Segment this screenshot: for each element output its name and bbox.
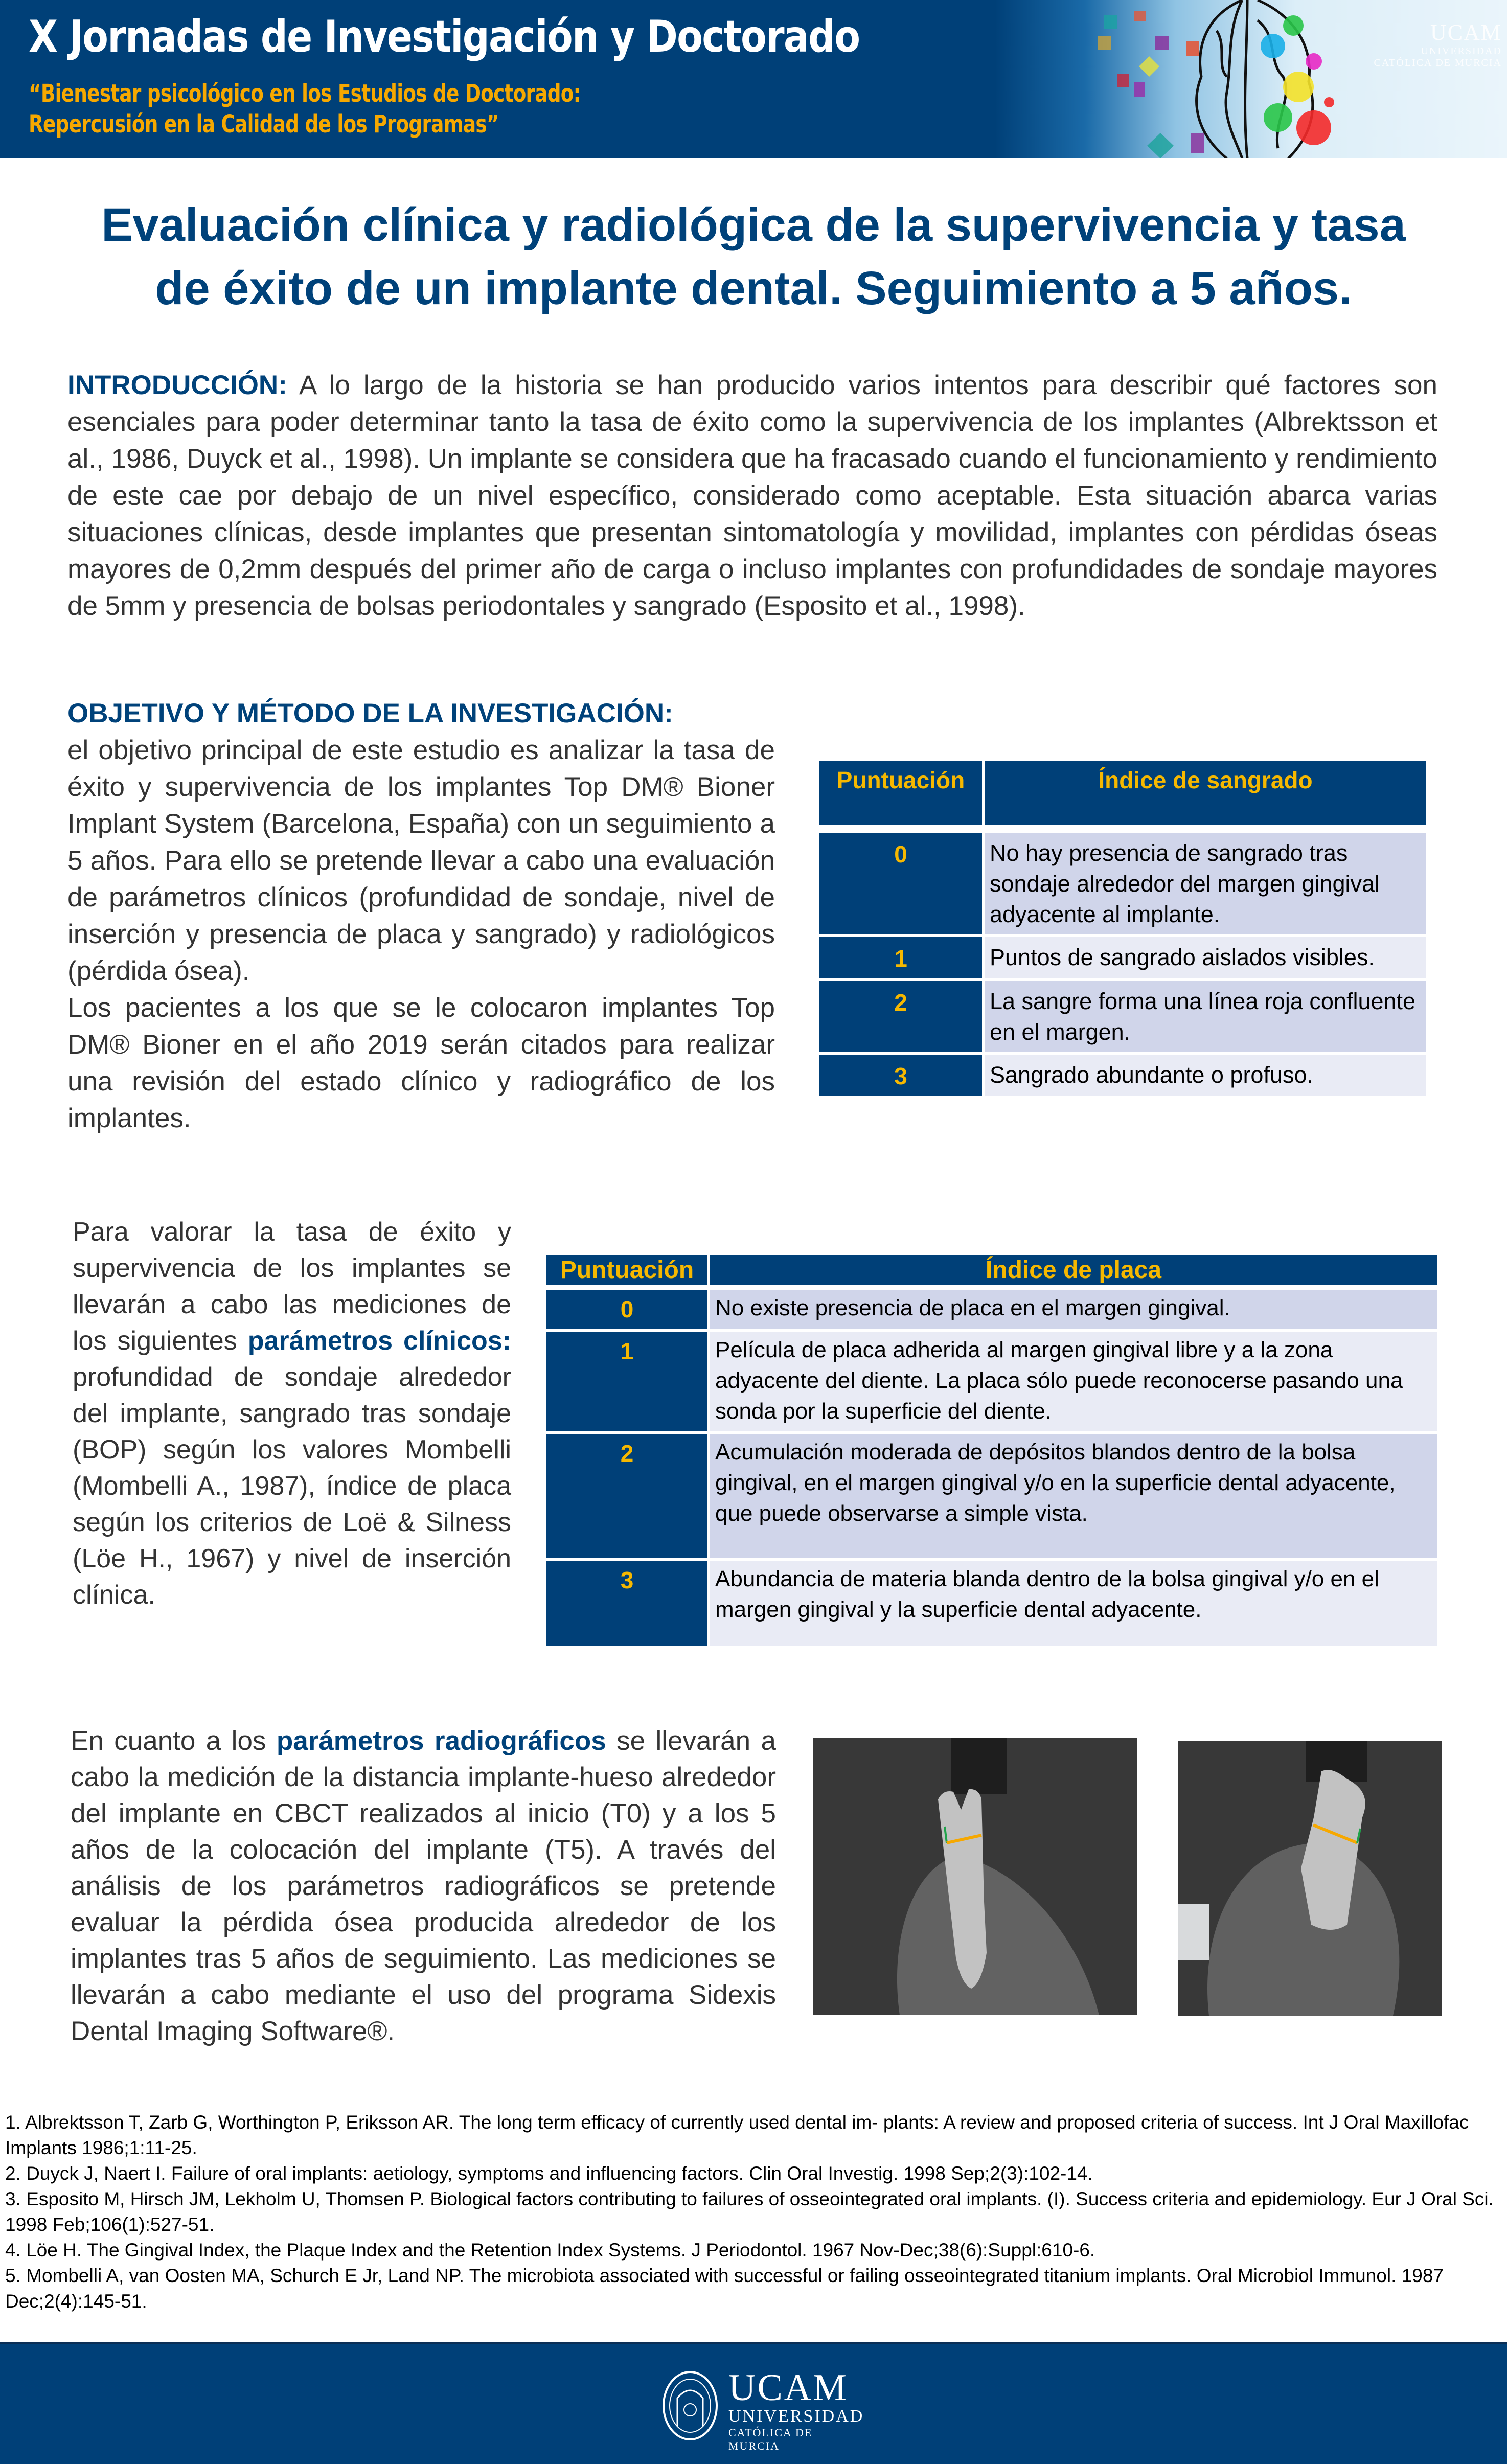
reference-item: 1. Albrektsson T, Zarb G, Worthington P, Eriksson AR. The long term efficacy of currently used dental im- plants: A review and proposed criteria of success. Int J Oral Maxillofac Implants 1986;1:11-25. — [5, 2112, 1469, 2158]
objective-text: el objetivo principal de este estudio es analizar la tasa de éxito y supervivencia de los implantes Top DM® Bioner Implant System (Barcelona, España) con un seguimiento a 5 años. Para ello se pretende llevar a cabo una evaluación de parámetros clínicos (profundidad de sondaje, nivel de inserción y presencia de placa y sangrado) y radiológicos (pérdida ósea). — [67, 735, 775, 986]
event-title: X Jornadas de Investigación y Doctorado — [29, 11, 860, 62]
poster-title — [0, 193, 1507, 320]
plaque-score: 3 — [546, 1558, 707, 1646]
clinical-text-before: Para valorar la tasa de éxito y supervivencia de los implantes se llevarán a cabo las mediciones de los siguientes — [73, 1217, 511, 1356]
reference-item: 3. Esposito M, Hirsch JM, Lekholm U, Thomsen P. Biological factors contributing to failures of osseointegrated oral implants. (I). Success criteria and epidemiology. Eur J Oral Sci. 1998 Feb;106(1):527-51. — [5, 2188, 1494, 2235]
table-row — [819, 978, 1426, 1052]
plaque-description: Abundancia de materia blanda dentro de la bolsa gingival y/o en el margen gingival y la superficie dental adyacente. — [707, 1558, 1437, 1646]
event-subtitle-line1: “Bienestar psicológico en los Estudios de Doctorado: — [29, 79, 581, 108]
bleeding-score: 2 — [819, 978, 982, 1052]
plaque-score: 1 — [546, 1329, 707, 1431]
header-ucam-logo — [1374, 19, 1502, 69]
bleeding-description: Puntos de sangrado aislados visibles. — [982, 934, 1426, 978]
radiographic-text-after: se llevarán a cabo la medición de la distancia implante-hueso alrededor del implante en CBCT realizados al inicio (T0) y a los 5 años de la colocación del implante (T5). A través del análisis de los parámetros radiográficos se pretende evaluar la pérdida ósea producida alrededor de los implantes tras 5 años de seguimiento. Las mediciones se llevarán a cabo mediante el uso del programa Sidexis Dental Imaging Software®. — [71, 1726, 776, 2046]
reference-item: 5. Mombelli A, van Oosten MA, Schurch E Jr, Land NP. The microbiota associated with successful or failing osseointegrated titanium implants. Oral Microbiol Immunol. 1987 Dec;2(4):145-51. — [5, 2265, 1444, 2312]
table-row — [546, 1290, 1437, 1329]
table-row — [819, 1052, 1426, 1096]
table-row — [546, 1431, 1437, 1558]
objective-patients-text: Los pacientes a los que se le colocaron implantes Top DM® Bioner en el año 2019 serán citados para realizar una revisión del estado clínico y radiográfico de los implantes. — [67, 993, 775, 1133]
ucam-wordmark — [728, 2369, 864, 2453]
bleeding-description: No hay presencia de sangrado tras sondaje alrededor del margen gingival adyacente al implante. — [982, 833, 1426, 934]
plaque-description: No existe presencia de placa en el margen gingival. — [707, 1290, 1437, 1329]
ucam-logo — [662, 2365, 864, 2452]
bleeding-table-header-index: Índice de sangrado — [982, 761, 1426, 825]
radiographic-text-before: En cuanto a los — [71, 1726, 277, 1756]
table-row — [546, 1558, 1437, 1646]
footer-bar — [0, 2342, 1507, 2464]
cbct-radiograph-t5 — [1178, 1741, 1442, 2016]
bleeding-score: 3 — [819, 1052, 982, 1096]
radiographic-parameters-heading: parámetros radiográficos — [276, 1726, 606, 1756]
introduction-heading: INTRODUCCIÓN: — [67, 370, 287, 400]
introduction-section — [67, 367, 1437, 625]
event-subtitle-line2: Repercusión en la Calidad de los Programas” — [29, 110, 499, 139]
clinical-parameters-heading: parámetros clínicos: — [247, 1326, 511, 1356]
table-row — [819, 934, 1426, 978]
bleeding-description: La sangre forma una línea roja confluente en el margen. — [982, 978, 1426, 1052]
plaque-description: Acumulación moderada de depósitos blandos dentro de la bolsa gingival, en el margen gingival y/o en la superficie dental adyacente, que puede observarse a simple vista. — [707, 1431, 1437, 1558]
bleeding-table-header-score: Puntuación — [819, 761, 982, 825]
poster-title-line1: Evaluación clínica y radiológica de la supervivencia y tasa — [101, 199, 1406, 251]
objective-heading: OBJETIVO Y MÉTODO DE LA INVESTIGACIÓN: — [67, 698, 673, 728]
header-banner — [0, 0, 1507, 158]
bleeding-score: 0 — [819, 833, 982, 934]
plaque-score: 0 — [546, 1290, 707, 1329]
head-orientation-icon — [1178, 1904, 1209, 1960]
objective-section — [67, 695, 775, 1137]
bleeding-score: 1 — [819, 934, 982, 978]
bleeding-index-table — [819, 761, 1426, 1096]
plaque-score: 2 — [546, 1431, 707, 1558]
clinical-text-after: profundidad de sondaje alrededor del implante, sangrado tras sondaje (BOP) según los valores Mombelli (Mombelli A., 1987), índice de placa según los criterios de Loë & Silness (Löe H., 1967) y nivel de inserción clínica. — [73, 1362, 511, 1610]
bleeding-description: Sangrado abundante o profuso. — [982, 1052, 1426, 1096]
plaque-table-header-score: Puntuación — [546, 1255, 707, 1285]
references-list — [5, 2110, 1503, 2314]
header-logo-line3: CATÓLICA DE MURCIA — [1374, 57, 1502, 69]
footer-logo-line3: CATÓLICA DE MURCIA — [728, 2426, 813, 2452]
university-seal-icon — [662, 2370, 718, 2442]
introduction-text: A lo largo de la historia se han producido varios intentos para describir qué factores son esenciales para poder determinar tanto la tasa de éxito como la supervivencia de los implantes (Albrektsson et al., 1986, Duyck et al., 1998). Un implante se considera que ha fracasado cuando el funcionamiento y rendimiento de este cae por debajo de un nivel específico, considerado como aceptable. Esta situación abarca varias situaciones clínicas, desde implantes que presentan sintomatología y movilidad, implantes con pérdidas óseas mayores de 0,2mm después del primer año de carga o incluso implantes con profundidades de sondaje mayores de 5mm y presencia de bolsas periodontales y sangrado (Esposito et al., 1998). — [67, 370, 1437, 621]
poster-title-line2: de éxito de un implante dental. Seguimiento a 5 años. — [155, 262, 1352, 314]
plaque-description: Película de placa adherida al margen gingival libre y a la zona adyacente del diente. La placa sólo puede reconocerse pasando una sonda por la superficie del diente. — [707, 1329, 1437, 1431]
radiographic-parameters-section — [71, 1723, 776, 2049]
reference-item: 4. Löe H. The Gingival Index, the Plaque Index and the Retention Index Systems. J Periodontol. 1967 Nov-Dec;38(6):Suppl:610-6. — [5, 2240, 1095, 2261]
table-row — [546, 1329, 1437, 1431]
footer-logo-line2: UNIVERSIDAD — [728, 2407, 864, 2426]
table-row — [819, 833, 1426, 934]
header-logo-line2: UNIVERSIDAD — [1421, 45, 1502, 57]
cbct-radiograph-t0 — [813, 1738, 1137, 2015]
plaque-table-header-index: Índice de placa — [707, 1255, 1437, 1285]
clinical-parameters-section — [73, 1214, 511, 1613]
footer-logo-name: UCAM — [728, 2367, 849, 2409]
header-logo-name: UCAM — [1430, 20, 1502, 45]
plaque-index-table — [546, 1255, 1437, 1646]
reference-item: 2. Duyck J, Naert I. Failure of oral implants: aetiology, symptoms and influencing factors. Clin Oral Investig. 1998 Sep;2(3):102-14. — [5, 2163, 1093, 2184]
